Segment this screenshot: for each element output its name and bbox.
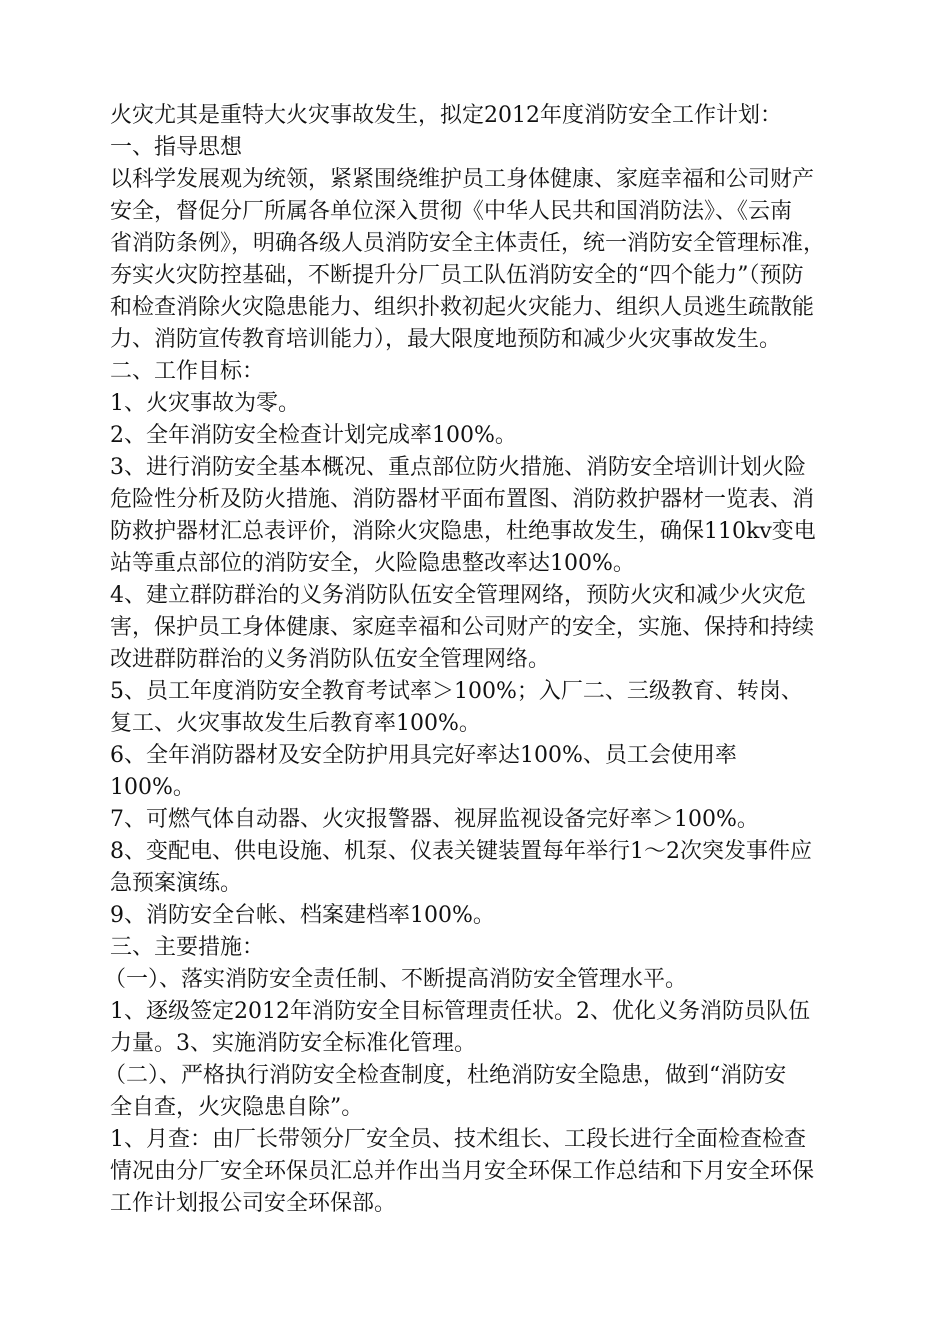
- text-line: 改进群防群治的义务消防队伍安全管理网络。: [110, 647, 551, 672]
- text-line-intro: 火灾尤其是重特大火灾事故发生，拟定2012年度消防安全工作计划：: [110, 103, 782, 128]
- goal-item-3: 3、进行消防安全基本概况、重点部位防火措施、消防安全培训计划火险: [110, 455, 806, 480]
- goal-item-1: 1、火灾事故为零。: [110, 391, 300, 416]
- goal-item-4: 4、建立群防群治的义务消防队伍安全管理网络，预防火灾和减少火灾危: [110, 583, 806, 608]
- measure-item: 1、逐级签定2012年消防安全目标管理责任状。2、优化义务消防员队伍: [110, 999, 810, 1024]
- text-line: 力量。3、实施消防安全标准化管理。: [110, 1031, 476, 1056]
- heading-guiding-thought: 一、指导思想: [110, 135, 243, 160]
- goal-item-2: 2、全年消防安全检查计划完成率100%。: [110, 423, 517, 448]
- heading-work-goals: 二、工作目标：: [110, 359, 265, 384]
- text-line: 情况由分厂安全环保员汇总并作出当月安全环保工作总结和下月安全环保: [110, 1159, 815, 1184]
- subheading-measure-1: （一）、落实消防安全责任制、不断提高消防安全管理水平。: [104, 967, 688, 992]
- text-line: 复工、火灾事故发生后教育率100%。: [110, 711, 481, 736]
- text-line: 以科学发展观为统领，紧紧围绕维护员工身体健康、家庭幸福和公司财产: [110, 167, 815, 192]
- text-line: 站等重点部位的消防安全，火险隐患整改率达100%。: [110, 551, 635, 576]
- document-body: [104, 100, 870, 1220]
- text-line: 夯实火灾防控基础，不断提升分厂员工队伍消防安全的“四个能力”（预防: [110, 263, 804, 288]
- text-line: 力、消防宣传教育培训能力），最大限度地预防和减少火灾事故发生。: [110, 327, 782, 352]
- text-line: 安全，督促分厂所属各单位深入贯彻《中华人民共和国消防法》、《云南: [110, 199, 793, 224]
- text-line: 危险性分析及防火措施、消防器材平面布置图、消防救护器材一览表、消: [110, 487, 815, 512]
- heading-main-measures: 三、主要措施：: [110, 935, 265, 960]
- subheading-measure-2: （二）、严格执行消防安全检查制度，杜绝消防安全隐患，做到“消防安: [104, 1063, 787, 1088]
- text-line: 省消防条例》，明确各级人员消防安全主体责任，统一消防安全管理标准，: [110, 231, 826, 256]
- text-line: 防救护器材汇总表评价，消除火灾隐患，杜绝事故发生，确保110kv变电: [110, 519, 816, 544]
- goal-item-7: 7、可燃气体自动器、火灾报警器、视屏监视设备完好率＞100%。: [110, 807, 759, 832]
- text-line: 急预案演练。: [110, 871, 243, 896]
- goal-item-8: 8、变配电、供电设施、机泵、仪表关键装置每年举行1～2次突发事件应: [110, 839, 812, 864]
- text-line: 全自查，火灾隐患自除”。: [110, 1095, 364, 1120]
- text-line: 害，保护员工身体健康、家庭幸福和公司财产的安全，实施、保持和持续: [110, 615, 815, 640]
- text-line: 和检查消除火灾隐患能力、组织扑救初起火灾能力、组织人员逃生疏散能: [110, 295, 815, 320]
- goal-item-9: 9、消防安全台帐、档案建档率100%。: [110, 903, 495, 928]
- goal-item-6: 6、全年消防器材及安全防护用具完好率达100%、员工会使用率: [110, 743, 737, 768]
- text-line: 工作计划报公司安全环保部。: [110, 1191, 397, 1216]
- measure-item-monthly-check: 1、月查：由厂长带领分厂安全员、技术组长、工段长进行全面检查检查: [110, 1127, 806, 1152]
- text-line: 100%。: [110, 775, 195, 800]
- goal-item-5: 5、员工年度消防安全教育考试率＞100%；入厂二、三级教育、转岗、: [110, 679, 803, 704]
